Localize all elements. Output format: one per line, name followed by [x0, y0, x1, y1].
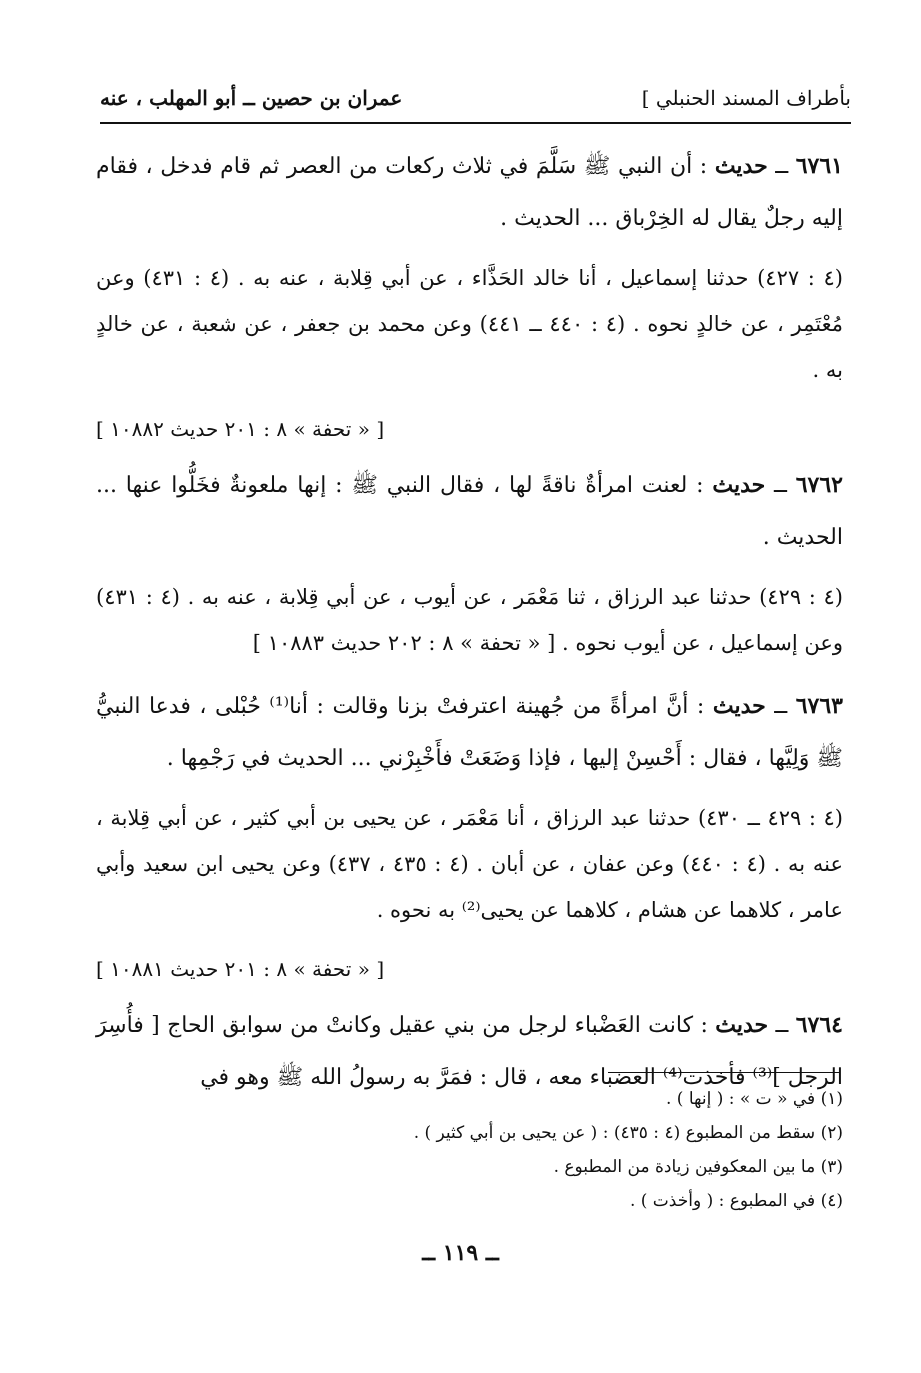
tuhfa-reference [96, 407, 843, 451]
running-header [100, 82, 851, 120]
hadith-text: : لعنت امرأةٌ ناقةً لها ، فقال النبي ﷺ : إنها ملعونةٌ فخَلُّوا عنها ... الحديث . [96, 473, 843, 550]
hadith-keyword: حديث [712, 693, 766, 719]
footnote: (٤) في المطبوع : ( وأخذت ) . [629, 1191, 843, 1211]
hadith-number: ٦٧٦١ [795, 153, 843, 179]
header-rule [100, 122, 851, 124]
dash: ــ [768, 1013, 796, 1038]
hadith-keyword: حديث [715, 1012, 769, 1038]
book-title-header: بأطراف المسند الحنبلي ] [641, 86, 851, 110]
isnad-text: (٤ : ٤٢٧) حدثنا إسماعيل ، أنا خالد الحَذَّاء ، عن أبي قِلابة ، عنه به . (٤ : ٤٣١) وعن مُعْتَمِر ، عن خالدٍ نحوه . (٤ : ٤٤٠ ــ ٤٤١) وعن محمد بن جعفر ، عن شعبة ، عن خالدٍ به . [96, 266, 843, 382]
isnad-content: (٤ : ٤٢٩) حدثنا عبد الرزاق ، ثنا مَعْمَر ، عن أيوب ، عن أبي قِلابة ، عنه به . (٤ : ٤٣١) وعن إسماعيل ، عن أيوب نحوه . [96, 585, 843, 655]
isnad-text: (٤ : ٤٢٩ ــ ٤٣٠) حدثنا عبد الرزاق ، أنا مَعْمَر ، عن يحيى بن أبي كثير ، عن أبي قِلابة ، عنه به . (٤ : ٤٤٠) وعن عفان ، عن أبان . (٤ : ٤٣٥ ، ٤٣٧) وعن يحيى ابن سعيد وأبي عامر ، كلاهما عن هشام ، كلاهما عن يحيى⁽²⁾ به نحوه . [96, 806, 843, 922]
dash: ــ [767, 154, 796, 179]
footnote-rule [608, 1072, 840, 1073]
footnotes [83, 1082, 843, 1218]
tuhfa-reference [96, 947, 843, 991]
chapter-title-header: عمران بن حصين ــ أبو المهلب ، عنه [100, 86, 403, 110]
hadith-text: : أنَّ امرأةً من جُهينة اعترفتْ بزنا وقالت : أنا⁽¹⁾ حُبْلى ، فدعا النبيُّ ﷺ وَلِيَّها ، فقال : أَحْسِنْ إليها ، فإذا وَضَعَتْ فأَخْبِرْني ... الحديث في رَجْمِها . [96, 694, 843, 771]
hadith-text: : كانت العَضْباء لرجل من بني عقيل وكانتْ من سوابق الحاج [ فأُسِرَ الرجل ]⁽³⁾ فأخذت⁽⁴⁾ العضباء معه ، قال : فمَرَّ به رسولُ الله ﷺ وهو في [96, 1013, 843, 1090]
tuhfa-text: [ « تحفة » ٨ : ٢٠٢ حديث ١٠٨٨٣ ] [252, 631, 556, 655]
dash: ــ [765, 473, 796, 498]
isnad-text [96, 574, 843, 666]
footnote: (٢) سقط من المطبوع (٤ : ٤٣٥) : ( عن يحيى بن أبي كثير ) . [413, 1123, 843, 1143]
hadith-entry [96, 459, 843, 564]
footnote: (١) في « ت » : ( إنها ) . [665, 1089, 843, 1109]
hadith-text: : أن النبي ﷺ سَلَّمَ في ثلاث ركعات من العصر ثم قام فدخل ، فقام إليه رجلٌ يقال له الخِرْباق ... الحديث . [96, 154, 843, 231]
hadith-number: ٦٧٦٤ [795, 1012, 843, 1038]
footnote: (٣) ما بين المعكوفين زيادة من المطبوع . [553, 1157, 843, 1177]
hadith-keyword: حديث [714, 153, 768, 179]
hadith-entry [96, 680, 843, 785]
main-text [96, 140, 843, 1114]
hadith-keyword: حديث [712, 472, 766, 498]
page-number: ــ ١١٩ ــ [422, 1240, 499, 1266]
hadith-number: ٦٧٦٣ [795, 693, 843, 719]
tuhfa-text: [ « تحفة » ٨ : ٢٠١ حديث ١٠٨٨٢ ] [96, 417, 385, 441]
hadith-number: ٦٧٦٢ [795, 472, 843, 498]
tuhfa-text: [ « تحفة » ٨ : ٢٠١ حديث ١٠٨٨١ ] [96, 957, 385, 981]
dash: ــ [765, 694, 796, 719]
hadith-entry [96, 140, 843, 245]
